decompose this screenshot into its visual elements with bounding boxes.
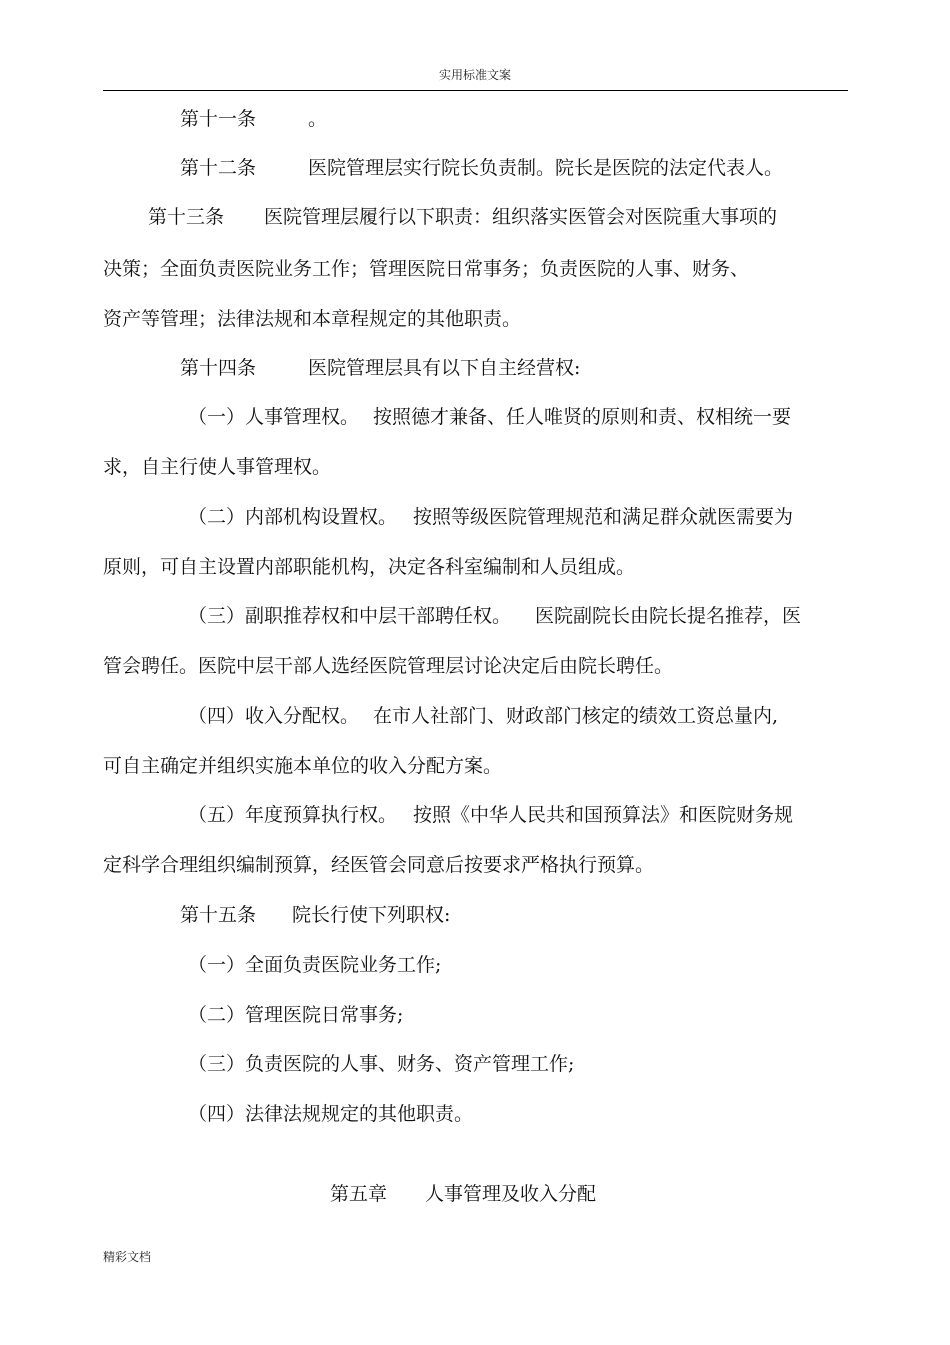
- article-text: 。: [308, 108, 328, 130]
- item-5: [188, 803, 793, 827]
- page-header: 实用标准文案: [438, 68, 511, 82]
- article-label: 第十五条: [180, 904, 257, 926]
- article-13: [148, 205, 777, 229]
- article-text: 医院管理层履行以下职责：组织落实医管会对医院重大事项的: [264, 206, 778, 228]
- item-text: 按照等级医院管理规范和满足群众就医需要为: [413, 506, 794, 528]
- article-text: 医院管理层实行院长负责制。院长是医院的法定代表人。: [308, 157, 784, 179]
- item-title: （四）收入分配权。: [188, 705, 360, 727]
- power-1: （一）全面负责医院业务工作;: [188, 954, 442, 976]
- article-11: [180, 107, 327, 131]
- item-title: （一）人事管理权。: [188, 406, 360, 428]
- chapter-title: 人事管理及收入分配: [425, 1183, 597, 1205]
- item-text: 按照德才兼备、任人唯贤的原则和责、权相统一要: [373, 406, 792, 428]
- item-2-cont: 原则，可自主设置内部职能机构，决定各科室编制和人员组成。: [103, 556, 636, 578]
- article-text: 医院管理层具有以下自主经营权:: [308, 357, 581, 379]
- item-title: （五）年度预算执行权。: [188, 804, 398, 826]
- article-label: 第十二条: [180, 157, 257, 179]
- header-rule: [103, 90, 848, 91]
- chapter-number: 第五章: [330, 1183, 388, 1205]
- page-footer: 精彩文档: [103, 1250, 152, 1264]
- item-text: 在市人社部门、财政部门核定的绩效工资总量内,: [373, 705, 779, 727]
- power-2: （二）管理医院日常事务;: [188, 1004, 404, 1026]
- item-title: （三）副职推荐权和中层干部聘任权。: [188, 605, 512, 627]
- item-4: [188, 704, 778, 728]
- article-label: 第十四条: [180, 357, 257, 379]
- power-3: （三）负责医院的人事、财务、资产管理工作;: [188, 1053, 575, 1075]
- article-13-cont-1: 决策；全面负责医院业务工作；管理医院日常事务；负责医院的人事、财务、: [103, 258, 750, 280]
- item-2: [188, 505, 793, 529]
- item-text: 按照《中华人民共和国预算法》和医院财务规: [413, 804, 794, 826]
- chapter-heading: [330, 1182, 596, 1206]
- item-4-cont: 可自主确定并组织实施本单位的收入分配方案。: [103, 755, 503, 777]
- article-text: 院长行使下列职权:: [292, 904, 451, 926]
- item-1-cont: 求，自主行使人事管理权。: [103, 456, 332, 478]
- article-12: [180, 156, 783, 180]
- item-5-cont: 定科学合理组织编制预算，经医管会同意后按要求严格执行预算。: [103, 854, 655, 876]
- article-13-cont-2: 资产等管理；法律法规和本章程规定的其他职责。: [103, 308, 522, 330]
- article-label: 第十三条: [148, 206, 225, 228]
- item-3-cont: 管会聘任。医院中层干部人选经医院管理层讨论决定后由院长聘任。: [103, 655, 674, 677]
- item-text: 医院副院长由院长提名推荐，医: [535, 605, 802, 627]
- article-14: [180, 356, 580, 380]
- item-1: [188, 405, 791, 429]
- item-3: [188, 604, 801, 628]
- article-15: [180, 903, 450, 927]
- power-4: （四）法律法规规定的其他职责。: [188, 1103, 474, 1125]
- article-label: 第十一条: [180, 108, 257, 130]
- item-title: （二）内部机构设置权。: [188, 506, 398, 528]
